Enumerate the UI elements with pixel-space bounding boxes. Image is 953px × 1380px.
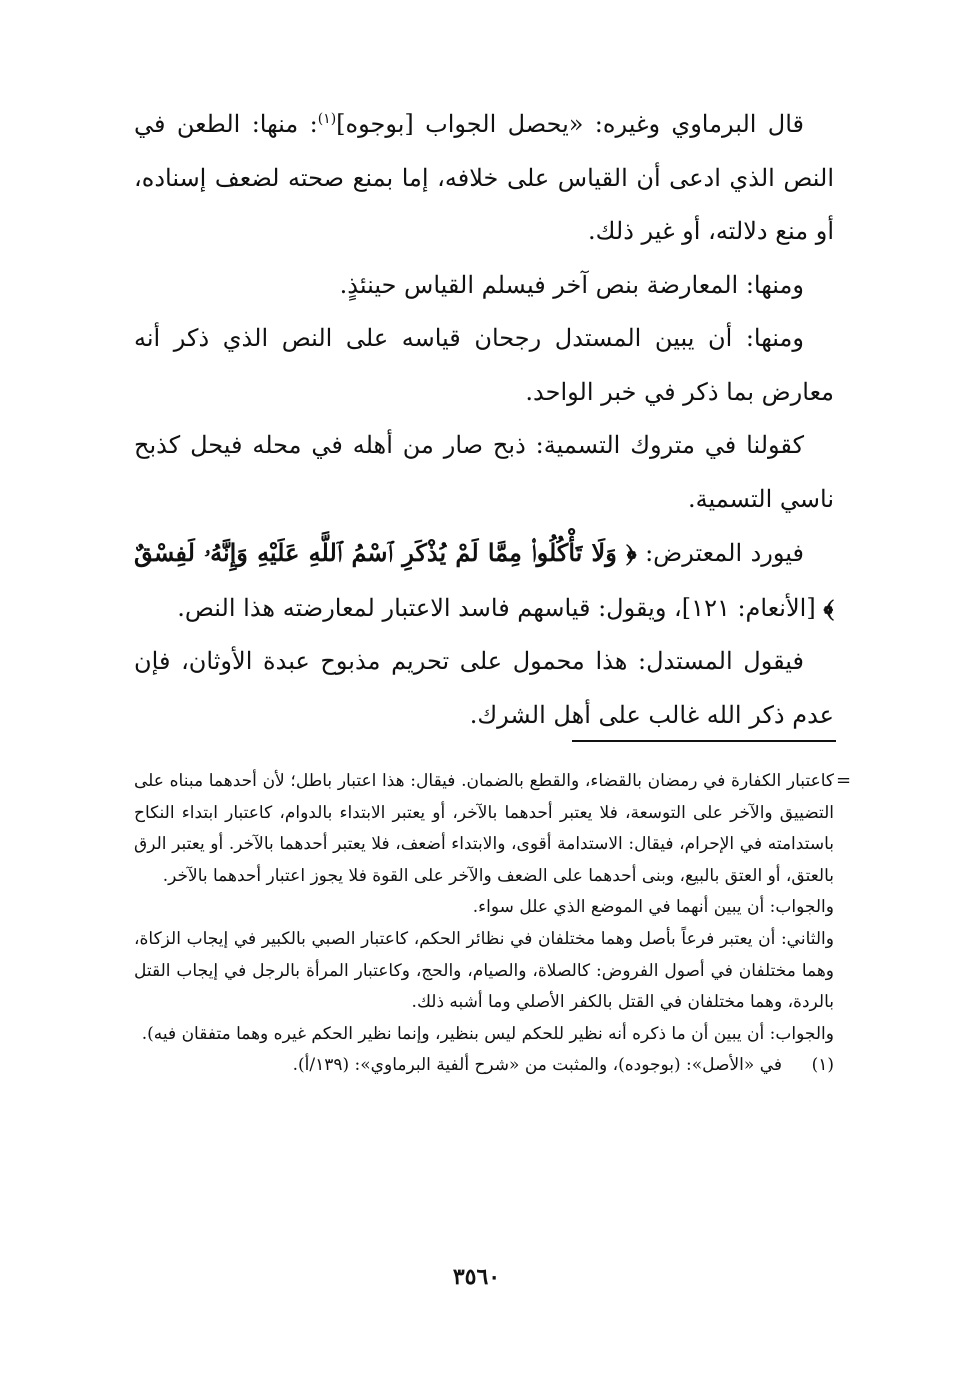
footnote-1-number: (١) xyxy=(811,1055,834,1076)
main-text xyxy=(134,98,834,742)
paragraph-5 xyxy=(134,526,834,635)
paragraph-2: ومنها: المعارضة بنص آخر فيسلم القياس حينئذٍ. xyxy=(339,270,804,299)
footnote-continuation-4: والجواب: أن يبين أن ما ذكره أنه نظير للحكم ليس بنظير، وإنما نظير الحكم غيره وهما متفقان فيه). xyxy=(141,1023,834,1044)
footnote-1 xyxy=(134,1050,834,1082)
footnote-1-text: في «الأصل»: (بوجوده)، والمثبت من «شرح ألفية البرماوي»: (١٣٩/أ). xyxy=(292,1055,782,1076)
footnote-continuation-3: والثاني: أن يعتبر فرعاً بأصل وهما مختلفان في نظائر الحكم، كاعتبار الصبي بالكبير في إيجاب الزكاة، وهما مختلفان في أصول الفروض: كالصلاة، والصيام، والحج، وكاعتبار المرأة بالرجل في إيجاب القتل بالردة، وهما مختلفان في القتل بالكفر الأصلي وما أشبه ذلك. xyxy=(134,928,834,1013)
footnote-divider xyxy=(572,740,836,742)
paragraph-5-rest: [الأنعام: ١٢١]، ويقول: قياسهم فاسد الاعتبار لمعارضته هذا النص. xyxy=(177,593,816,622)
footnote-reference-1: (١) xyxy=(317,111,337,127)
paragraph-1 xyxy=(134,98,834,259)
paragraph-1-text-b: : منها: الطعن في النص الذي ادعى أن القياس على خلافه، إما بمنع صحته لضعف إسناده، أو منع دلالته، أو غير ذلك. xyxy=(134,110,834,245)
paragraph-1-text-a: قال البرماوي وغيره: «يحصل الجواب [بوجوه] xyxy=(336,110,804,138)
paragraph-4: كقولنا في متروك التسمية: ذبح صار من أهله في محله فيحل كذبح ناسي التسمية. xyxy=(134,431,834,513)
paragraph-5-intro: فيورد المعترض: xyxy=(645,539,804,567)
paragraph-3: ومنها: أن يبين المستدل رجحان قياسه على النص الذي ذكر أنه معارض بما ذكر في خبر الواحد. xyxy=(134,324,834,406)
footnote-continuation-1: كاعتبار الكفارة في رمضان بالقضاء، والقطع بالضمان. فيقال: هذا اعتبار باطل؛ لأن أحدهما مبناه على التضييق والآخر على التوسعة، فلا يعتبر أحدهما بالآخر، أو يعتبر الابتداء بالدوام، كاعتبار ابتداء النكاح باستدامته في الإحرام، فيقال: الاستدامة أقوى، والابتداء أضعف، فلا يعتبر أحدهما بالآخر. أو يعتبر الرق بالعتق، أو العتق بالبيع، وبنى أحدهما على الضعف والآخر على القوة فلا يجوز اعتبار أحدهما بالآخر. xyxy=(134,771,834,886)
quran-verse: ﴿ وَلَا تَأْكُلُوا۟ مِمَّا لَمْ يُذْكَرِ ٱسْمُ ٱللَّهِ عَلَيْهِ وَإِنَّهُۥ لَفِسْقٌ ﴾ xyxy=(134,538,834,622)
footnote-continuation-2: والجواب: أن يبين أنهما في الموضع الذي علل سواء. xyxy=(472,897,834,918)
footnote-continuation-mark: = xyxy=(836,770,852,791)
footnotes xyxy=(134,766,834,1082)
paragraph-6: فيقول المستدل: هذا محمول على تحريم مذبوح عبدة الأوثان، فإن عدم ذكر الله غالب على أهل الشرك. xyxy=(134,647,834,729)
page-number: ٣٥٦٠ xyxy=(452,1264,501,1290)
